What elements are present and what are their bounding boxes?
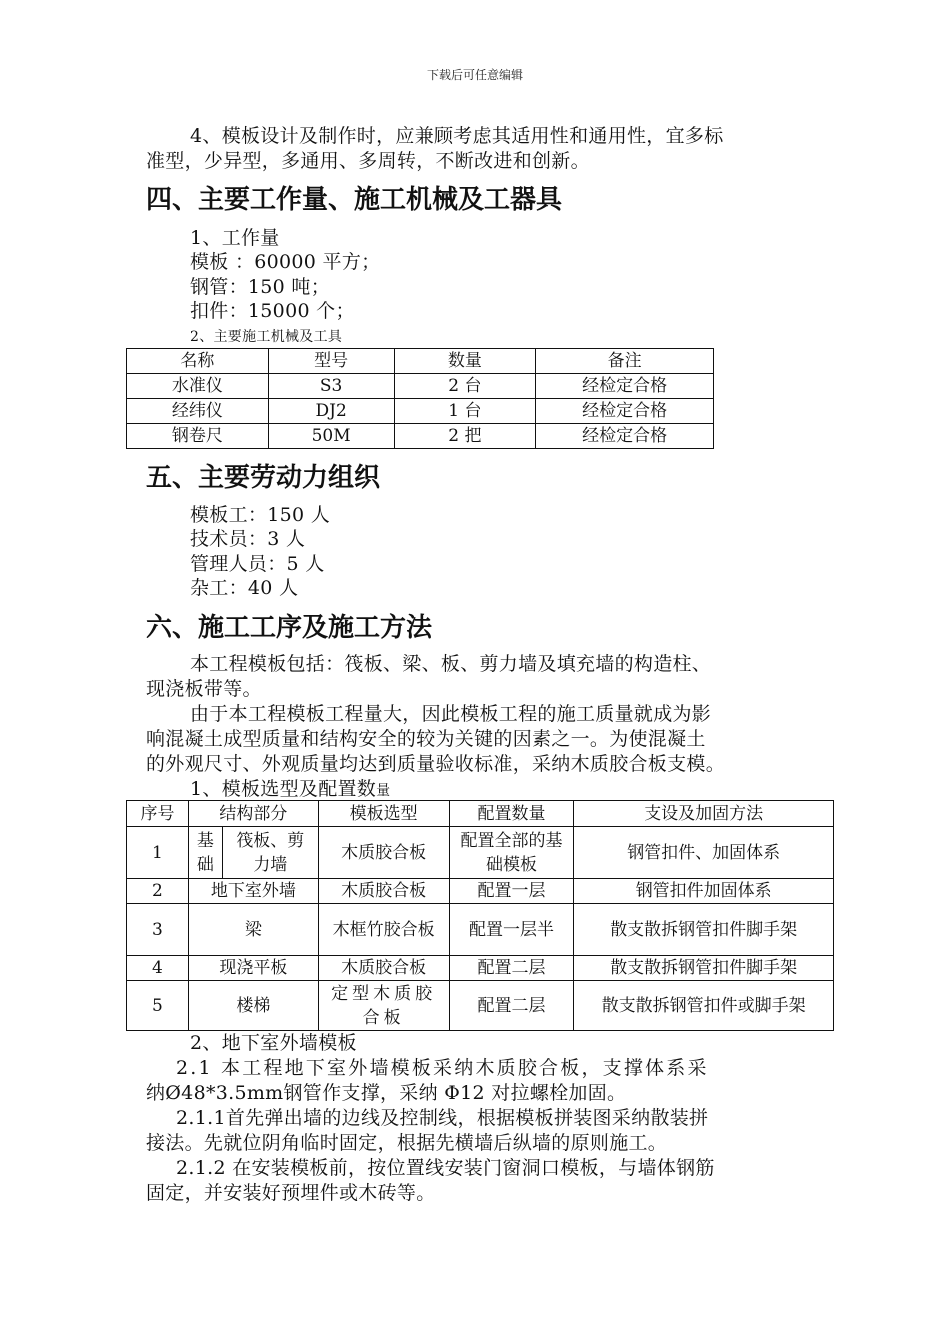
section-6-title: 六、施工工序及施工方法 — [146, 613, 433, 643]
workload-item: 扣件：15000 个； — [190, 300, 355, 322]
workload-item: 钢管：150 吨； — [190, 276, 331, 298]
labor-item: 杂工：40 人 — [190, 577, 299, 599]
table-cell: 4 — [127, 956, 189, 981]
table-cell: 1 — [127, 827, 189, 879]
table-cell: 配置一层半 — [449, 904, 574, 956]
table-cell: 配置二层 — [449, 956, 574, 981]
table-header-cell: 模板选型 — [318, 801, 449, 827]
table-cell: 50M — [268, 424, 394, 449]
table-cell: 木质胶合板 — [318, 956, 449, 981]
table-header-cell: 备注 — [536, 349, 714, 374]
table-cell: 2 — [127, 879, 189, 904]
table-cell: 钢卷尺 — [127, 424, 269, 449]
section-4-title: 四、主要工作量、施工机械及工器具 — [146, 185, 563, 215]
table-header-cell: 配置数量 — [449, 801, 574, 827]
table-header-cell: 数量 — [394, 349, 536, 374]
paragraph-line: 现浇板带等。 — [146, 678, 262, 700]
table-row — [127, 904, 834, 956]
table-cell: S3 — [268, 374, 394, 399]
table-cell: 散支散拆钢管扣件脚手架 — [574, 904, 834, 956]
paragraph-line: 2.1.1首先弹出墙的边线及控制线，根据模板拼装图采纳散装拼 — [176, 1107, 709, 1129]
tools-table — [126, 348, 714, 449]
table-cell: 水准仪 — [127, 374, 269, 399]
table-header-cell: 支设及加固方法 — [574, 801, 834, 827]
table-header-row — [127, 801, 834, 827]
page-header: 下载后可任意编辑 — [426, 68, 523, 82]
labor-item: 技术员：3 人 — [190, 528, 306, 550]
table-row — [127, 981, 834, 1031]
table-cell: 经检定合格 — [536, 374, 714, 399]
paragraph-line: 固定，并安装好预埋件或木砖等。 — [146, 1182, 436, 1204]
table-cell: 地下室外墙 — [188, 879, 318, 904]
table-cell: 散支散拆钢管扣件脚手架 — [574, 956, 834, 981]
table-header-cell: 型号 — [268, 349, 394, 374]
table-cell: 配置全部的基础模板 — [449, 827, 574, 879]
table-cell: 钢管扣件、加固体系 — [574, 827, 834, 879]
table-cell: 定型木质胶合板 — [318, 981, 449, 1031]
paragraph-line: 纳Ø48*3.5mm钢管作支撑，采纳 Φ12 对拉螺栓加固。 — [146, 1082, 627, 1104]
table-cell: 5 — [127, 981, 189, 1031]
workload-title: 1、工作量 — [190, 227, 280, 249]
paragraph-line: 接法。先就位阴角临时固定，根据先横墙后纵墙的原则施工。 — [146, 1132, 668, 1154]
paragraph-line: 本工程模板包括：筏板、梁、板、剪力墙及填充墙的构造柱、 — [190, 653, 712, 675]
table-cell: 木质胶合板 — [318, 827, 449, 879]
paragraph-line: 由于本工程模板工程量大，因此模板工程的施工质量就成为影 — [190, 703, 712, 725]
table-cell: 配置一层 — [449, 879, 574, 904]
table-cell: 2 把 — [394, 424, 536, 449]
paragraph-line: 4、模板设计及制作时，应兼顾考虑其适用性和通用性，宜多标 — [190, 125, 724, 147]
workload-item: 模板 ：60000 平方； — [190, 251, 381, 273]
table-cell: 经纬仪 — [127, 399, 269, 424]
table-cell: 散支散拆钢管扣件或脚手架 — [574, 981, 834, 1031]
table-row — [127, 956, 834, 981]
section-5-title: 五、主要劳动力组织 — [146, 463, 381, 493]
table-row — [127, 424, 714, 449]
table-header-cell: 序号 — [127, 801, 189, 827]
paragraph-line: 2.1 本工程地下室外墙模板采纳木质胶合板，支撑体系采 — [176, 1057, 709, 1079]
wall-title: 2、地下室外墙模板 — [190, 1032, 357, 1054]
table-header-cell: 名称 — [127, 349, 269, 374]
table-header-row — [127, 349, 714, 374]
tools-title: 2、主要施工机械及工具 — [190, 329, 343, 345]
table-cell: 基础 — [188, 827, 222, 879]
labor-item: 管理人员：5 人 — [190, 553, 325, 575]
paragraph-line: 的外观尺寸、外观质量均达到质量验收标准，采纳木质胶合板支模。 — [146, 753, 726, 775]
table-cell: 木框竹胶合板 — [318, 904, 449, 956]
labor-item: 模板工：150 人 — [190, 504, 331, 526]
table-cell: 经检定合格 — [536, 424, 714, 449]
table-header-cell: 结构部分 — [188, 801, 318, 827]
table-cell: 3 — [127, 904, 189, 956]
paragraph-line: 准型，少异型，多通用、多周转，不断改进和创新。 — [146, 150, 590, 172]
table-row — [127, 374, 714, 399]
table-cell: 筏板、剪力墙 — [222, 827, 318, 879]
table-row — [127, 399, 714, 424]
table-cell: 楼梯 — [188, 981, 318, 1031]
paragraph-line: 响混凝土成型质量和结构安全的较为关键的因素之一。为使混凝土 — [146, 728, 706, 750]
table-row — [127, 827, 834, 879]
table-cell: 经检定合格 — [536, 399, 714, 424]
table-cell: 木质胶合板 — [318, 879, 449, 904]
table-cell: 钢管扣件加固体系 — [574, 879, 834, 904]
table-cell: 梁 — [188, 904, 318, 956]
table-cell: 现浇平板 — [188, 956, 318, 981]
table-cell: 1 台 — [394, 399, 536, 424]
formwork-title-suffix: 量 — [376, 783, 391, 799]
table-cell: 2 台 — [394, 374, 536, 399]
formwork-title-main: 1、模板选型及配置数 — [190, 778, 377, 800]
table-cell: DJ2 — [268, 399, 394, 424]
table-cell: 配置二层 — [449, 981, 574, 1031]
formwork-table — [126, 800, 834, 1031]
paragraph-line: 2.1.2 在安装模板前，按位置线安装门窗洞口模板，与墙体钢筋 — [176, 1157, 715, 1179]
table-row — [127, 879, 834, 904]
